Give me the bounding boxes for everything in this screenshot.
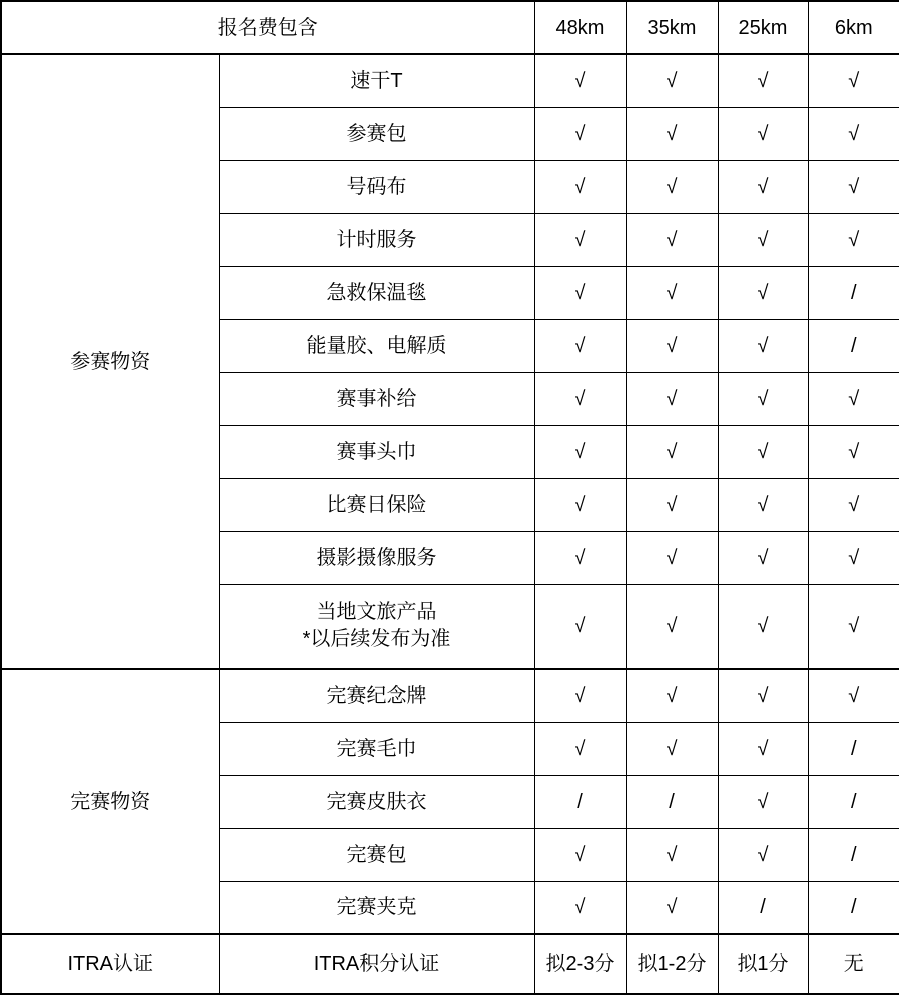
value-cell: √: [626, 107, 718, 160]
header-col-6km: 6km: [808, 1, 899, 54]
value-cell: √: [808, 669, 899, 722]
value-cell: √: [534, 584, 626, 669]
value-cell: √: [808, 584, 899, 669]
value-cell: √: [626, 372, 718, 425]
table-row: [1, 669, 899, 722]
value-cell: √: [718, 54, 808, 107]
value-cell: √: [626, 722, 718, 775]
value-cell: √: [626, 669, 718, 722]
value-cell: √: [626, 319, 718, 372]
header-col-48km: 48km: [534, 1, 626, 54]
value-cell: √: [808, 54, 899, 107]
value-cell: √: [808, 213, 899, 266]
header-row: [1, 1, 899, 54]
item-cell: 摄影摄像服务: [219, 531, 534, 584]
value-cell: √: [718, 722, 808, 775]
value-cell: √: [626, 584, 718, 669]
value-cell: √: [808, 372, 899, 425]
value-cell: √: [534, 722, 626, 775]
value-cell: √: [534, 828, 626, 881]
value-cell: √: [718, 669, 808, 722]
item-cell: 计时服务: [219, 213, 534, 266]
value-cell: /: [808, 775, 899, 828]
value-cell: √: [808, 478, 899, 531]
value-cell: √: [718, 584, 808, 669]
item-cell: 比赛日保险: [219, 478, 534, 531]
section-label-itra: ITRA认证: [1, 934, 219, 994]
value-cell: /: [808, 266, 899, 319]
item-cell: 赛事补给: [219, 372, 534, 425]
value-cell: √: [534, 160, 626, 213]
value-cell: √: [718, 775, 808, 828]
value-cell: √: [534, 425, 626, 478]
value-cell: /: [626, 775, 718, 828]
item-label: 当地文旅产品: [316, 601, 437, 624]
value-cell: √: [808, 425, 899, 478]
section-label-finisher-supplies: 完赛物资: [1, 669, 219, 934]
value-cell: √: [626, 266, 718, 319]
item-cell: 参赛包: [219, 107, 534, 160]
value-cell: √: [718, 107, 808, 160]
item-cell: 赛事头巾: [219, 425, 534, 478]
header-col-35km: 35km: [626, 1, 718, 54]
value-cell: /: [718, 881, 808, 934]
value-cell: 无: [808, 934, 899, 994]
item-cell: 完赛皮肤衣: [219, 775, 534, 828]
item-cell: 号码布: [219, 160, 534, 213]
item-cell: 完赛纪念牌: [219, 669, 534, 722]
value-cell: √: [808, 107, 899, 160]
value-cell: 拟2-3分: [534, 934, 626, 994]
item-cell: ITRA积分认证: [219, 934, 534, 994]
item-cell: 完赛包: [219, 828, 534, 881]
value-cell: √: [718, 372, 808, 425]
value-cell: √: [718, 828, 808, 881]
value-cell: √: [718, 266, 808, 319]
value-cell: √: [718, 160, 808, 213]
item-cell: 完赛毛巾: [219, 722, 534, 775]
value-cell: √: [718, 531, 808, 584]
item-cell: 速干T: [219, 54, 534, 107]
item-cell: 急救保温毯: [219, 266, 534, 319]
value-cell: √: [534, 669, 626, 722]
value-cell: √: [808, 531, 899, 584]
value-cell: /: [808, 319, 899, 372]
value-cell: √: [626, 478, 718, 531]
value-cell: √: [534, 478, 626, 531]
value-cell: √: [534, 372, 626, 425]
item-cell: [219, 584, 534, 669]
value-cell: √: [534, 266, 626, 319]
table-row: [1, 54, 899, 107]
value-cell: /: [534, 775, 626, 828]
value-cell: /: [808, 881, 899, 934]
value-cell: √: [626, 828, 718, 881]
value-cell: √: [718, 478, 808, 531]
value-cell: 拟1分: [718, 934, 808, 994]
value-cell: √: [534, 54, 626, 107]
section-label-race-supplies: 参赛物资: [1, 54, 219, 669]
value-cell: √: [626, 213, 718, 266]
value-cell: √: [718, 319, 808, 372]
value-cell: √: [534, 531, 626, 584]
value-cell: √: [626, 881, 718, 934]
value-cell: √: [626, 425, 718, 478]
value-cell: /: [808, 828, 899, 881]
item-cell: 能量胶、电解质: [219, 319, 534, 372]
value-cell: 拟1-2分: [626, 934, 718, 994]
value-cell: √: [626, 54, 718, 107]
value-cell: √: [808, 160, 899, 213]
value-cell: √: [534, 107, 626, 160]
item-cell: 完赛夹克: [219, 881, 534, 934]
value-cell: √: [534, 319, 626, 372]
header-col-25km: 25km: [718, 1, 808, 54]
value-cell: /: [808, 722, 899, 775]
value-cell: √: [534, 881, 626, 934]
table-row: [1, 934, 899, 994]
value-cell: √: [534, 213, 626, 266]
item-note: *以后续发布为准: [302, 628, 451, 651]
value-cell: √: [718, 213, 808, 266]
value-cell: √: [718, 425, 808, 478]
value-cell: √: [626, 531, 718, 584]
value-cell: √: [626, 160, 718, 213]
header-title: 报名费包含: [1, 1, 534, 54]
